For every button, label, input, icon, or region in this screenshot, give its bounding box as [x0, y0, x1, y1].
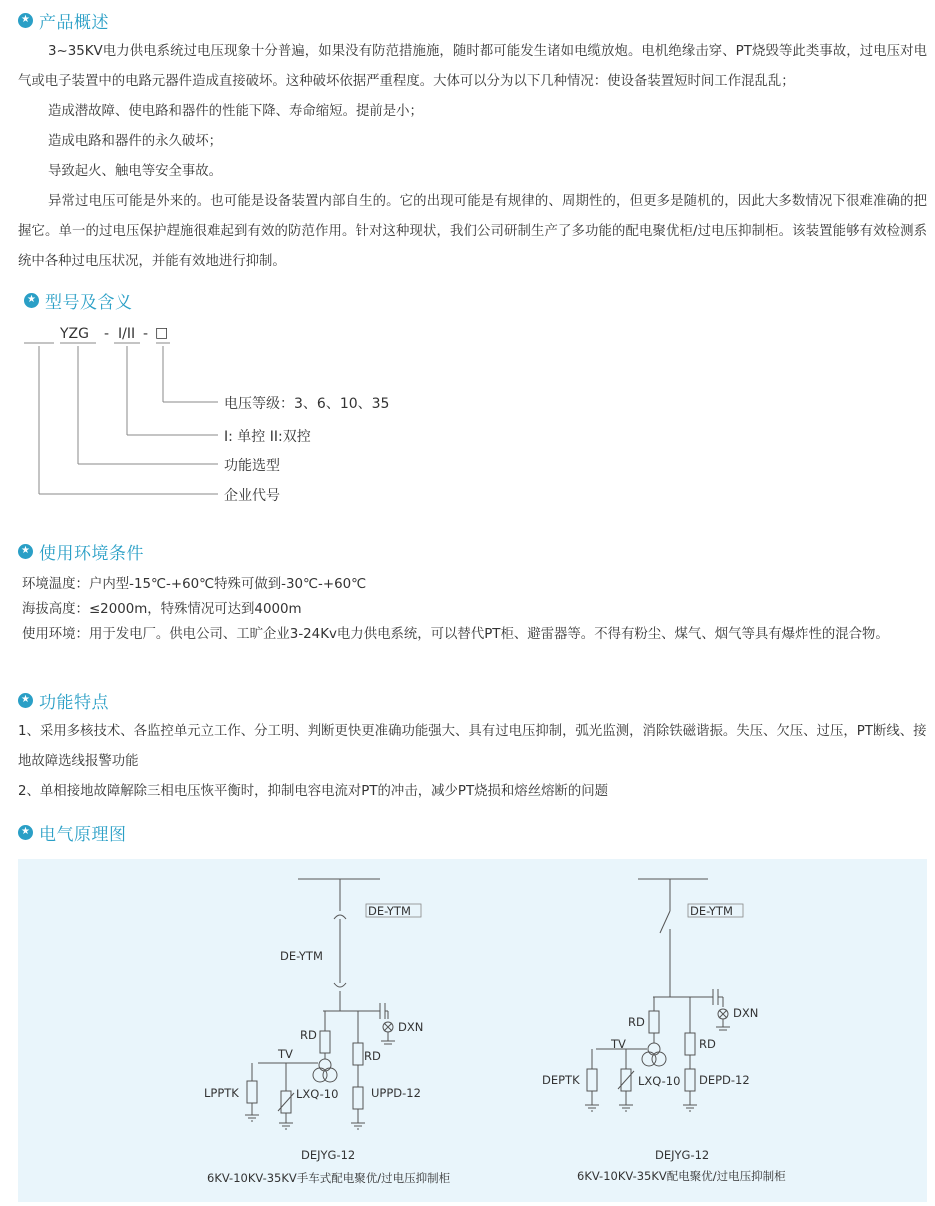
model-meaning-voltage: 电压等级：3、6、10、35: [224, 396, 390, 412]
section-schematic: [18, 819, 927, 845]
schematic-drawing: [18, 859, 927, 1202]
model-code-type: I/II: [118, 326, 136, 342]
section-title: 电气原理图: [39, 824, 127, 845]
model-code-dash: -: [104, 326, 110, 342]
right-model-label: DEJYG-12: [655, 1148, 710, 1162]
section-features: [18, 687, 927, 807]
star-circle-icon: ★: [18, 544, 33, 559]
overview-paragraph: 异常过电压可能是外来的。也可能是设备装置内部自生的。它的出现可能是有规律的、周期性的，但更多是随机的，因此大多数情况下很难准确的把握它。单一的过电压保护趕施很难起到有效的防范作用。针对这种现状，我们公司研制生产了多功能的配电聚优柜/过电压抑制柜。该装置能够有效检测系统中各种过电压状况，并能有效地进行抑制。: [18, 194, 927, 269]
section-heading: [18, 687, 927, 713]
overview-list-item: 造成电路和器件的永久破坏；: [48, 134, 223, 149]
star-circle-icon: ★: [18, 693, 33, 708]
section-title: 使用环境条件: [39, 543, 144, 564]
model-code-dash: -: [143, 326, 149, 342]
environment-line: 海拔高度：≤2000m，特殊情况可达到4000m: [22, 602, 302, 617]
section-heading: [18, 819, 927, 845]
left-model-label: DEJYG-12: [301, 1148, 356, 1162]
right-box-label: DE-YTM: [690, 904, 733, 918]
left-rd1-label: RD: [300, 1028, 317, 1042]
environment-line: 环境温度：户内型-15℃-+60℃特殊可做到-30℃-+60℃: [22, 577, 367, 592]
star-circle-icon: ★: [18, 825, 33, 840]
left-lxq-label: LXQ-10: [296, 1087, 339, 1101]
right-tv-label: TV: [611, 1037, 626, 1051]
right-deptk-label: DEPTK: [542, 1073, 580, 1087]
overview-paragraph: 3~35KV电力供电系统过电压现象十分普遍，如果没有防范措施施，随时都可能发生诸如电缆放炮。电机绝缘击穿、PT烧毁等此类事故，过电压对电气或电子装置中的电路元器件造成直接破坏。这种破坏依据严重程度。大体可以分为以下几种情况：使设备装置短时间工作混乱乱；: [18, 44, 927, 89]
overview-list-item: 导致起火、触电等安全事故。: [48, 164, 223, 179]
model-meaning-company: 企业代号: [224, 488, 280, 504]
section-title: 产品概述: [39, 12, 109, 33]
right-dxn-label: DXN: [733, 1006, 759, 1020]
star-circle-icon: ★: [24, 293, 39, 308]
section-title: 功能特点: [39, 692, 109, 713]
section-heading: [18, 538, 927, 564]
environment-line: 使用环境：用于发电厂。供电公司、工旷企业3-24Kv电力供电系统，可以替代PT柜、避雷器等。不得有粉尘、煤气、烟气等具有爆炸性的混合物。: [22, 627, 889, 642]
overview-list-item: 造成潜故障、使电路和器件的性能下降、寿命缩短。提前是小；: [48, 104, 423, 119]
section-heading: [24, 287, 927, 313]
section-model: [24, 287, 927, 313]
model-code-box: □: [155, 325, 169, 341]
right-rd2-label: RD: [699, 1037, 716, 1051]
section-heading: [18, 7, 927, 33]
left-uppd-label: UPPD-12: [371, 1086, 421, 1100]
star-circle-icon: ★: [18, 13, 33, 28]
section-environment: [18, 538, 927, 647]
left-tv-label: TV: [278, 1047, 293, 1061]
left-rd2-label: RD: [364, 1049, 381, 1063]
schematic-panel: [18, 859, 927, 1202]
section-overview: [18, 7, 927, 277]
left-lpptk-label: LPPTK: [204, 1086, 239, 1100]
left-caption: 6KV-10KV-35KV手车式配电聚优/过电压抑制柜: [207, 1171, 451, 1185]
left-dxn-label: DXN: [398, 1020, 424, 1034]
feature-line: 1、采用多核技术、各监控单元立工作、分工明、判断更快更准确功能强大、具有过电压抑制，弧光监测，消除铁磁谐振。失压、欠压、过压，PT断线、接地故障选线报警功能: [18, 724, 927, 769]
section-title: 型号及含义: [45, 292, 133, 313]
left-box-label: DE-YTM: [368, 904, 411, 918]
right-caption: 6KV-10KV-35KV配电聚优/过电压抑制柜: [577, 1169, 786, 1183]
left-side-label: DE-YTM: [280, 949, 323, 963]
right-lxq-label: LXQ-10: [638, 1074, 681, 1088]
feature-line: 2、单相接地故障解除三相电压恢平衡时，抑制电容电流对PT的冲击，减少PT烧损和熔丝熔断的问题: [18, 784, 609, 799]
model-meaning-function: 功能选型: [224, 458, 280, 474]
right-depd-label: DEPD-12: [699, 1073, 750, 1087]
model-meaning-control: I: 单控 II:双控: [224, 429, 311, 445]
model-code-yzg: YZG: [60, 326, 89, 342]
right-rd1-label: RD: [628, 1015, 645, 1029]
